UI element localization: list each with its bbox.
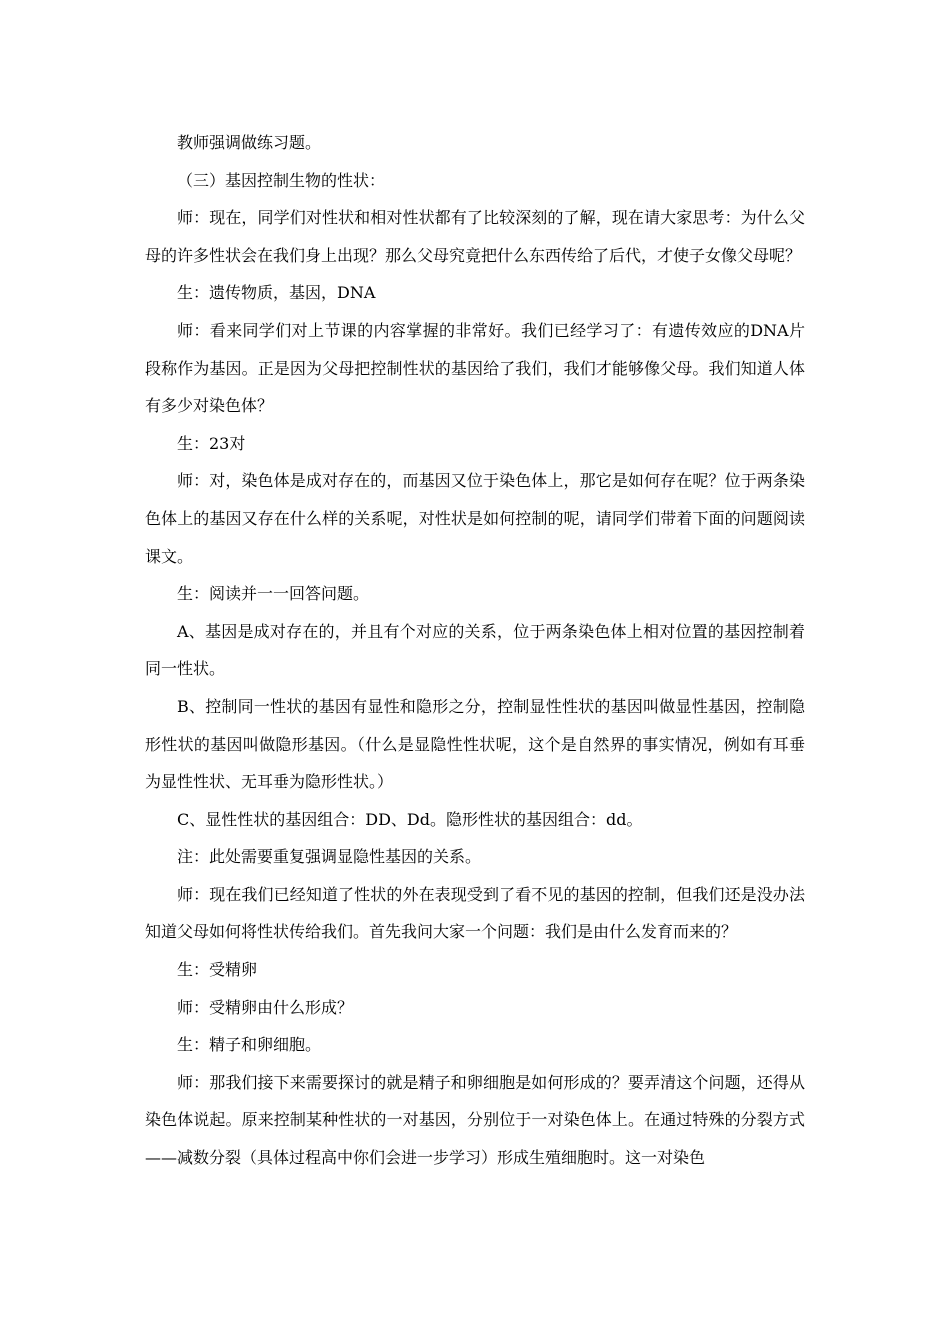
paragraph-10-point-b: B、控制同一性状的基因有显性和隐形之分，控制显性性状的基因叫做显性基因，控制隐形性状的基因叫做隐形基因。（什么是显隐性性状呢，这个是自然界的事实情况，例如有耳垂为显性性状、无耳垂为隐形性状。） [145,696,805,792]
paragraph-9-point-a: A、基因是成对存在的，并且有个对应的关系，位于两条染色体上相对位置的基因控制着同一性状。 [145,621,805,679]
paragraph-1: 教师强调做练习题。 [177,133,322,152]
paragraph-8: 生：阅读并一一回答问题。 [177,584,370,604]
paragraph-13: 师：现在我们已经知道了性状的外在表现受到了看不见的基因的控制，但我们还是没办法知道父母如何将性状传给我们。首先我问大家一个问题：我们是由什么发育而来的？ [145,884,805,942]
paragraph-6: 生：23对 [177,433,246,453]
paragraph-15: 师：受精卵由什么形成？ [177,997,354,1017]
paragraph-4: 生：遗传物质，基因，DNA [177,283,376,303]
paragraph-3: 师：现在，同学们对性状和相对性状都有了比较深刻的了解，现在请大家思考：为什么父母的许多性状会在我们身上出现？那么父母究竟把什么东西传给了后代，才使子女像父母呢？ [145,208,805,265]
paragraph-16: 生：精子和卵细胞。 [177,1035,322,1055]
paragraph-14: 生：受精卵 [177,960,258,980]
paragraph-17: 师：那我们接下来需要探讨的就是精子和卵细胞是如何形成的？要弄清这个问题，还得从染色体说起。原来控制某种性状的一对基因，分别位于一对染色体上。在通过特殊的分裂方式——减数分裂（具体过程高中你们会进一步学习）形成生殖细胞时。这一对染色 [145,1072,805,1168]
paragraph-2-heading: （三）基因控制生物的性状： [177,170,386,190]
paragraph-5: 师：看来同学们对上节课的内容掌握的非常好。我们已经学习了：有遗传效应的DNA片段称作为基因。正是因为父母把控制性状的基因给了我们，我们才能够像父母。我们知道人体有多少对染色体？ [145,320,805,416]
paragraph-12-note: 注：此处需要重复强调显隐性基因的关系。 [177,847,482,867]
document-body [145,124,805,1177]
paragraph-7: 师：对，染色体是成对存在的，而基因又位于染色体上，那它是如何存在呢？位于两条染色体上的基因又存在什么样的关系呢，对性状是如何控制的呢，请同学们带着下面的问题阅读课文。 [145,471,805,566]
paragraph-11-point-c: C、显性性状的基因组合：DD、Dd。隐形性状的基因组合：dd。 [177,809,643,829]
